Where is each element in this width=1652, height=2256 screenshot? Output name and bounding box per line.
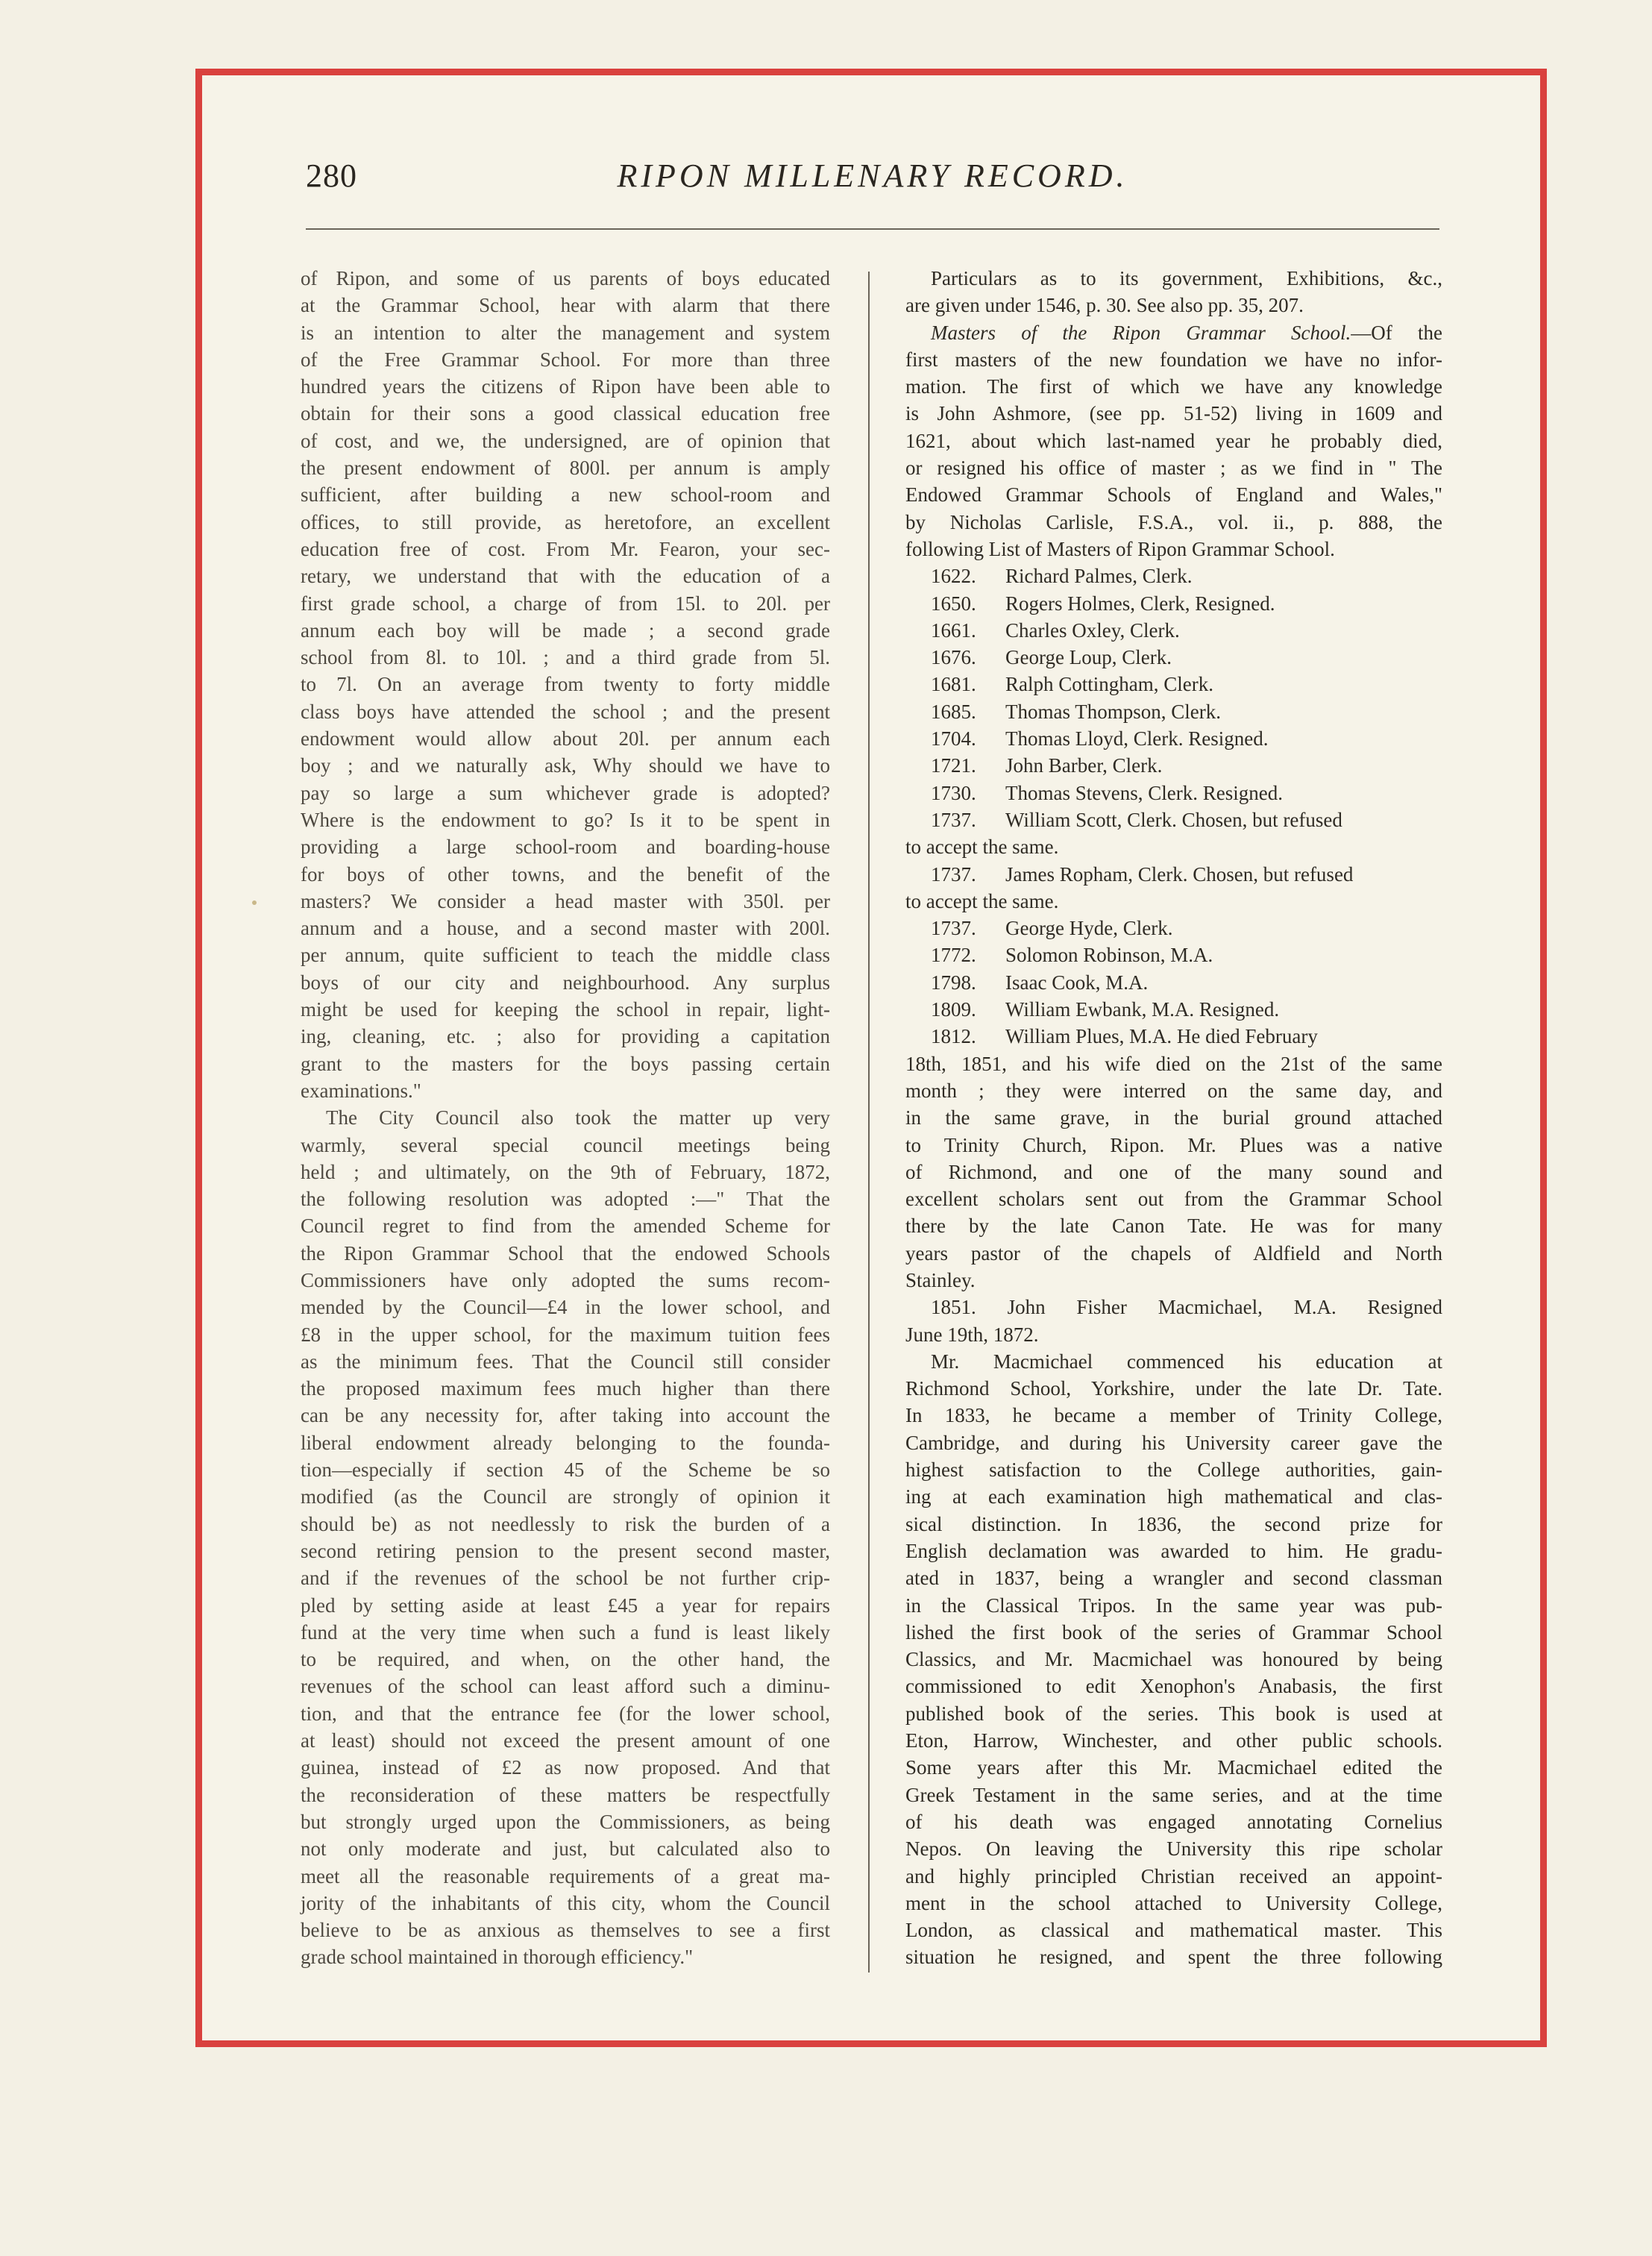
margin-mark — [252, 900, 257, 905]
masters-intro-line: is John Ashmore, (see pp. 51-52) living in 1609 and — [905, 402, 1442, 425]
left-text-line: retary, we understand that with the education of a — [301, 565, 830, 588]
master-row — [905, 996, 1442, 1023]
masters-intro-line: 1621, about which last-named year he probably died, — [905, 429, 1442, 452]
page-header — [306, 157, 1439, 201]
page-number: 280 — [306, 157, 357, 194]
master-row — [905, 590, 1442, 617]
master-name: William Ewbank, M.A. Resigned. — [1005, 998, 1280, 1021]
master-year: 1812. — [931, 1025, 976, 1048]
master-name: James Ropham, Clerk. Chosen, but refused — [1005, 862, 1354, 886]
masters-heading-tail: —Of the — [1351, 321, 1442, 344]
left-text-line: of Ripon, and some of us parents of boys educated — [301, 267, 830, 289]
header-rule — [306, 228, 1439, 230]
left-text-line: school from 8l. to 10l. ; and a third grade from 5l. — [301, 646, 830, 669]
left-text-line: at the Grammar School, hear with alarm that there — [301, 294, 830, 317]
master-continuation: to accept the same. — [905, 836, 1059, 859]
master-name: Rogers Holmes, Clerk, Resigned. — [1005, 592, 1275, 615]
left-text-line: offices, to still provide, as heretofore, an excellent — [301, 510, 830, 533]
master-name: George Loup, Clerk. — [1005, 646, 1172, 669]
master-row — [905, 563, 1442, 589]
left-text-line: tion—especially if section 45 of the Scheme be so — [301, 1458, 830, 1482]
left-text-line: boy ; and we naturally ask, Why should we have to — [301, 754, 830, 777]
plues-line: 18th, 1851, and his wife died on the 21st of the same — [905, 1052, 1442, 1075]
master-year: 1737. — [931, 862, 976, 886]
masters-intro-line: mation. The first of which we have any knowledge — [905, 375, 1442, 398]
macmichael-bio-line: Greek Testament in the same series, and at the time — [905, 1783, 1442, 1806]
master-year: 1737. — [931, 917, 976, 940]
master-row — [905, 644, 1442, 671]
macmichael-bio-line: highest satisfaction to the College authorities, gain- — [905, 1458, 1442, 1482]
master-row — [905, 915, 1442, 941]
macmichael-bio-line: published book of the series. This book is used at — [905, 1702, 1442, 1725]
left-text-line: of the Free Grammar School. For more than three — [301, 348, 830, 371]
master-year: 1798. — [931, 971, 976, 994]
master-year: 1681. — [931, 673, 976, 696]
plues-line: month ; they were interred on the same day, and — [905, 1079, 1442, 1102]
macmichael-bio-line: Richmond School, Yorkshire, under the late Dr. Tate. — [905, 1377, 1442, 1400]
left-text-line: revenues of the school can least afford such a diminu- — [301, 1675, 830, 1698]
left-text-line: mended by the Council—£4 in the lower school, and — [301, 1296, 830, 1319]
left-column — [301, 265, 830, 1971]
left-text-line: jority of the inhabitants of this city, whom the Council — [301, 1891, 830, 1914]
left-text-line: pled by setting aside at least £45 a year for repairs — [301, 1594, 830, 1617]
macmichael-bio-line: in the Classical Tripos. In the same year was pub- — [905, 1594, 1442, 1617]
macmichael-entry — [905, 1294, 1442, 1348]
left-text-line: ing, cleaning, etc. ; also for providing a capitation — [301, 1025, 830, 1048]
master-name: William Plues, M.A. He died February — [1005, 1025, 1318, 1048]
intro-line: Particulars as to its government, Exhibitions, &c., — [931, 267, 1442, 289]
left-text-line: endowment would allow about 20l. per annum each — [301, 727, 830, 751]
right-intro — [905, 265, 1442, 319]
left-text-line: The City Council also took the matter up very — [326, 1106, 830, 1129]
master-row — [905, 617, 1442, 644]
left-text-line: believe to be as anxious as themselves to see a first — [301, 1919, 830, 1942]
left-text-line: but strongly urged upon the Commissioners, as being — [301, 1810, 830, 1833]
masters-heading: Masters of the Ripon Grammar School. — [931, 321, 1351, 344]
left-text-line: held ; and ultimately, on the 9th of February, 1872, — [301, 1160, 830, 1183]
macmichael-bio-line: Some years after this Mr. Macmichael edited the — [905, 1756, 1442, 1779]
left-text-line: meet all the reasonable requirements of a great ma- — [301, 1864, 830, 1887]
masters-intro — [905, 346, 1442, 563]
masters-heading-line — [905, 319, 1442, 346]
master-row — [905, 861, 1442, 888]
left-text-line: per annum, quite sufficient to teach the middle class — [301, 944, 830, 967]
plues-line: in the same grave, in the burial ground attached — [905, 1106, 1442, 1129]
left-text-line: hundred years the citizens of Ripon have been able to — [301, 375, 830, 398]
left-text-line: education free of cost. From Mr. Fearon, your sec- — [301, 537, 830, 560]
left-text-line: £8 in the upper school, for the maximum tuition fees — [301, 1323, 830, 1346]
master-name: William Scott, Clerk. Chosen, but refused — [1005, 808, 1342, 831]
left-text-line: is an intention to alter the management and system — [301, 321, 830, 344]
left-text-line: obtain for their sons a good classical education free — [301, 402, 830, 425]
macmichael-bio-line: sical distinction. In 1836, the second prize for — [905, 1512, 1442, 1535]
macmichael-bio-line: Eton, Harrow, Winchester, and other public schools. — [905, 1729, 1442, 1752]
master-name: Thomas Thompson, Clerk. — [1005, 700, 1221, 723]
left-text-line: annum and a house, and a second master with 200l. — [301, 917, 830, 940]
macmichael-bio-line: commissioned to edit Xenophon's Anabasis, the first — [905, 1675, 1442, 1698]
master-name: Ralph Cottingham, Clerk. — [1005, 673, 1213, 696]
master-row — [905, 941, 1442, 968]
left-text-line: Where is the endowment to go? Is it to be spent in — [301, 808, 830, 831]
master-name: George Hyde, Clerk. — [1005, 917, 1173, 940]
macmichael-bio-line: London, as classical and mathematical master. This — [905, 1919, 1442, 1942]
master-row — [905, 725, 1442, 752]
left-text-line: the proposed maximum fees much higher than there — [301, 1377, 830, 1400]
left-text-line: of cost, and we, the undersigned, are of opinion that — [301, 429, 830, 452]
master-year: 1704. — [931, 727, 976, 751]
macmichael-bio-line: In 1833, he became a member of Trinity College, — [905, 1404, 1442, 1427]
left-text-line: as the minimum fees. That the Council still consider — [301, 1350, 830, 1373]
master-row — [905, 1023, 1442, 1050]
left-text-line: the reconsideration of these matters be respectfully — [301, 1783, 830, 1806]
running-title: RIPON MILLENARY RECORD. — [617, 157, 1128, 194]
left-text-line: class boys have attended the school ; and the present — [301, 700, 830, 723]
left-text-line: not only moderate and just, but calculated also to — [301, 1837, 830, 1861]
master-continuation: to accept the same. — [905, 889, 1059, 912]
left-text-line: the following resolution was adopted :—" That the — [301, 1188, 830, 1211]
left-text-line: grade school maintained in thorough efficiency." — [301, 1946, 694, 1969]
left-text-line: first grade school, a charge of from 15l. to 20l. per — [301, 592, 830, 615]
masters-intro-line: or resigned his office of master ; as we find in " The — [905, 457, 1442, 480]
macmichael-bio-line: Cambridge, and during his University career gave the — [905, 1431, 1442, 1454]
masters-intro-line: Endowed Grammar Schools of England and Wales," — [905, 483, 1442, 507]
master-year: 1772. — [931, 944, 976, 967]
masters-list — [905, 563, 1442, 1050]
right-column — [905, 265, 1442, 1971]
left-text-line: the present endowment of 800l. per annum is amply — [301, 457, 830, 480]
macmichael-entry-line: 1851. John Fisher Macmichael, M.A. Resigned — [931, 1296, 1442, 1319]
master-year: 1650. — [931, 592, 976, 615]
plues-entry — [905, 1050, 1442, 1294]
master-name: Charles Oxley, Clerk. — [1005, 618, 1180, 642]
master-year: 1721. — [931, 754, 976, 777]
master-year: 1622. — [931, 565, 976, 588]
master-name: Isaac Cook, M.A. — [1005, 971, 1149, 994]
master-year: 1737. — [931, 808, 976, 831]
left-text-line: and if the revenues of the school be not further crip- — [301, 1567, 830, 1590]
master-row — [905, 752, 1442, 779]
intro-line: are given under 1546, p. 30. See also pp. 35, 207. — [905, 294, 1304, 317]
left-text-line: liberal endowment already belonging to the founda- — [301, 1431, 830, 1454]
left-text-line: should be) as not needlessly to risk the burden of a — [301, 1512, 830, 1535]
plues-line: to Trinity Church, Ripon. Mr. Plues was a native — [905, 1133, 1442, 1156]
master-row — [905, 780, 1442, 806]
left-text-line: Council regret to find from the amended Scheme for — [301, 1215, 830, 1238]
macmichael-bio-line: ated in 1837, being a wrangler and second classman — [905, 1567, 1442, 1590]
left-text-line: to be required, and when, on the other hand, the — [301, 1648, 830, 1671]
left-text-line: to 7l. On an average from twenty to forty middle — [301, 673, 830, 696]
macmichael-bio-line: Classics, and Mr. Macmichael was honoured by being — [905, 1648, 1442, 1671]
left-text-line: providing a large school-room and boarding-house — [301, 836, 830, 859]
macmichael-bio-line: ing at each examination high mathematical and clas- — [905, 1485, 1442, 1508]
master-name: Solomon Robinson, M.A. — [1005, 944, 1213, 967]
master-year: 1676. — [931, 646, 976, 669]
macmichael-bio-line: and highly principled Christian received an appoint- — [905, 1864, 1442, 1887]
masters-intro-line: by Nicholas Carlisle, F.S.A., vol. ii., p. 888, the — [905, 510, 1442, 533]
masters-intro-line: first masters of the new foundation we have no infor- — [905, 348, 1442, 371]
macmichael-bio-line: English declamation was awarded to him. He gradu- — [905, 1539, 1442, 1562]
left-text-line: might be used for keeping the school in repair, light- — [301, 998, 830, 1021]
macmichael-bio — [905, 1348, 1442, 1971]
left-text-line: masters? We consider a head master with 350l. per — [301, 889, 830, 912]
left-text-line: sufficient, after building a new school-room and — [301, 483, 830, 507]
left-text-line: at least) should not exceed the present amount of one — [301, 1729, 830, 1752]
plues-line: years pastor of the chapels of Aldfield and North — [905, 1241, 1442, 1265]
left-text-line: fund at the very time when such a fund is least likely — [301, 1620, 830, 1644]
macmichael-bio-line: ment in the school attached to University College, — [905, 1891, 1442, 1914]
master-year: 1730. — [931, 781, 976, 804]
left-text-line: for boys of other towns, and the benefit of the — [301, 862, 830, 886]
left-text-line: the Ripon Grammar School that the endowed Schools — [301, 1241, 830, 1265]
master-year: 1809. — [931, 998, 976, 1021]
left-text-line: guinea, instead of £2 as now proposed. And that — [301, 1756, 830, 1779]
master-year: 1685. — [931, 700, 976, 723]
master-name: Richard Palmes, Clerk. — [1005, 565, 1193, 588]
plues-line: excellent scholars sent out from the Grammar School — [905, 1188, 1442, 1211]
master-name: John Barber, Clerk. — [1005, 754, 1163, 777]
left-text-line: second retiring pension to the present second master, — [301, 1539, 830, 1562]
plues-line: there by the late Canon Tate. He was for many — [905, 1215, 1442, 1238]
master-name: Thomas Stevens, Clerk. Resigned. — [1005, 781, 1283, 804]
left-text-line: can be any necessity for, after taking into account the — [301, 1404, 830, 1427]
left-text-line: annum each boy will be made ; a second grade — [301, 618, 830, 642]
left-text-line: examinations." — [301, 1079, 421, 1102]
master-row — [905, 969, 1442, 996]
left-text-line: pay so large a sum whichever grade is adopted? — [301, 781, 830, 804]
plues-line: Stainley. — [905, 1268, 976, 1291]
master-row — [905, 671, 1442, 698]
master-name: Thomas Lloyd, Clerk. Resigned. — [1005, 727, 1269, 751]
macmichael-bio-line: Mr. Macmichael commenced his education at — [931, 1350, 1442, 1373]
left-text-line: warmly, several special council meetings being — [301, 1133, 830, 1156]
master-year: 1661. — [931, 618, 976, 642]
left-text-line: grant to the masters for the boys passing certain — [301, 1052, 830, 1075]
left-text-line: boys of our city and neighbourhood. Any surplus — [301, 971, 830, 994]
column-divider — [868, 272, 870, 1973]
macmichael-bio-line: situation he resigned, and spent the three following — [905, 1946, 1442, 1969]
macmichael-bio-line: of his death was engaged annotating Cornelius — [905, 1810, 1442, 1833]
master-row — [905, 698, 1442, 725]
macmichael-bio-line: lished the first book of the series of Grammar School — [905, 1620, 1442, 1644]
masters-intro-line: following List of Masters of Ripon Grammar School. — [905, 537, 1335, 560]
macmichael-bio-line: Nepos. On leaving the University this ripe scholar — [905, 1837, 1442, 1861]
left-text-line: Commissioners have only adopted the sums recom- — [301, 1268, 830, 1291]
plues-line: of Richmond, and one of the many sound and — [905, 1160, 1442, 1183]
macmichael-entry-line: June 19th, 1872. — [905, 1323, 1039, 1346]
left-text-line: modified (as the Council are strongly of opinion it — [301, 1485, 830, 1508]
left-text-line: tion, and that the entrance fee (for the lower school, — [301, 1702, 830, 1725]
master-row — [905, 806, 1442, 833]
